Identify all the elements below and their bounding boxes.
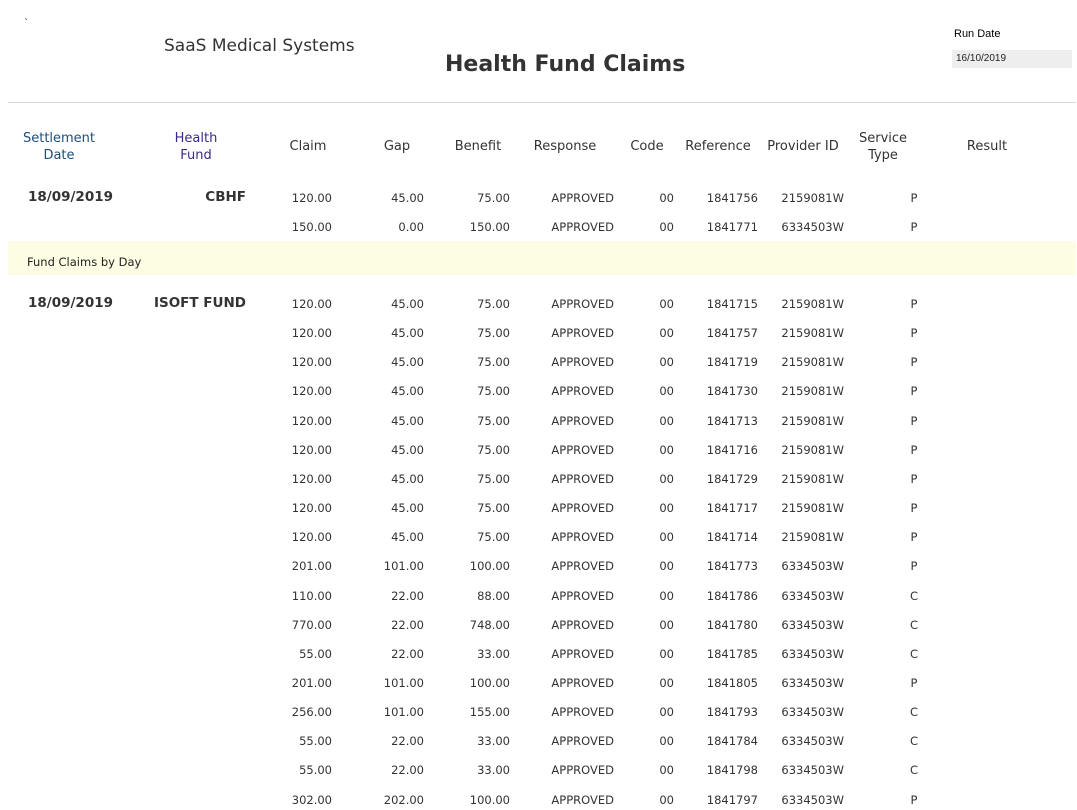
cell-claim: 120.00 [291, 472, 332, 486]
cell-gap: 0.00 [398, 220, 424, 234]
cell-provider-id: 2159081W [781, 355, 844, 369]
cell-reference: 1841773 [706, 559, 758, 573]
report-title: Health Fund Claims [445, 52, 686, 77]
cell-service-type: P [910, 472, 918, 486]
cell-service-type: P [910, 355, 918, 369]
cell-service-type: C [909, 763, 919, 777]
cell-claim: 120.00 [291, 355, 332, 369]
cell-claim: 120.00 [291, 501, 332, 515]
cell-code: 00 [659, 618, 674, 632]
cell-response: APPROVED [551, 384, 614, 398]
cell-code: 00 [659, 763, 674, 777]
cell-gap: 101.00 [383, 705, 424, 719]
col-header-service-type [852, 130, 914, 164]
cell-code: 00 [659, 191, 674, 205]
col-header-response: Response [533, 139, 597, 154]
group-health-fund: ISOFT FUND [153, 295, 246, 311]
cell-gap: 45.00 [391, 326, 424, 340]
col-header-service-type-line2: Type [868, 148, 898, 163]
cell-reference: 1841798 [706, 763, 758, 777]
cell-code: 00 [659, 326, 674, 340]
cell-service-type: P [910, 501, 918, 515]
cell-reference: 1841793 [706, 705, 758, 719]
cell-response: APPROVED [551, 414, 614, 428]
cell-provider-id: 6334503W [781, 559, 844, 573]
cell-code: 00 [659, 676, 674, 690]
cell-service-type: C [909, 589, 919, 603]
cell-provider-id: 6334503W [781, 793, 844, 807]
cell-code: 00 [659, 559, 674, 573]
cell-benefit: 748.00 [469, 618, 510, 632]
cell-response: APPROVED [551, 220, 614, 234]
cell-response: APPROVED [551, 763, 614, 777]
cell-reference: 1841719 [706, 355, 758, 369]
cell-response: APPROVED [551, 191, 614, 205]
col-header-provider-id: Provider ID [767, 139, 839, 154]
cell-code: 00 [659, 705, 674, 719]
cell-code: 00 [659, 530, 674, 544]
cell-benefit: 150.00 [469, 220, 510, 234]
cell-claim: 55.00 [299, 763, 332, 777]
cell-response: APPROVED [551, 793, 614, 807]
cell-benefit: 88.00 [477, 589, 510, 603]
cell-gap: 22.00 [391, 734, 424, 748]
cell-response: APPROVED [551, 530, 614, 544]
cell-claim: 120.00 [291, 443, 332, 457]
cell-code: 00 [659, 355, 674, 369]
cell-claim: 256.00 [291, 705, 332, 719]
col-header-claim: Claim [289, 139, 327, 154]
cell-provider-id: 2159081W [781, 191, 844, 205]
col-header-health-fund-line2: Fund [180, 148, 212, 163]
cell-claim: 110.00 [291, 589, 332, 603]
cell-provider-id: 2159081W [781, 326, 844, 340]
cell-response: APPROVED [551, 705, 614, 719]
cell-benefit: 75.00 [477, 326, 510, 340]
cell-service-type: P [910, 530, 918, 544]
cell-reference: 1841714 [706, 530, 758, 544]
cell-response: APPROVED [551, 618, 614, 632]
col-header-settlement-date [18, 130, 100, 164]
cell-gap: 45.00 [391, 297, 424, 311]
cell-reference: 1841717 [706, 501, 758, 515]
cell-provider-id: 2159081W [781, 384, 844, 398]
cell-benefit: 75.00 [477, 384, 510, 398]
cell-response: APPROVED [551, 501, 614, 515]
cell-reference: 1841784 [706, 734, 758, 748]
cell-provider-id: 6334503W [781, 589, 844, 603]
col-header-gap: Gap [383, 139, 411, 154]
cell-reference: 1841785 [706, 647, 758, 661]
cell-benefit: 100.00 [469, 559, 510, 573]
cell-code: 00 [659, 793, 674, 807]
col-header-service-type-line1: Service [858, 131, 908, 146]
cell-gap: 22.00 [391, 589, 424, 603]
cell-reference: 1841805 [706, 676, 758, 690]
cell-response: APPROVED [551, 326, 614, 340]
cell-code: 00 [659, 734, 674, 748]
cell-service-type: P [910, 559, 918, 573]
cell-reference: 1841713 [706, 414, 758, 428]
cell-claim: 150.00 [291, 220, 332, 234]
col-header-result: Result [966, 139, 1008, 154]
col-header-code: Code [630, 139, 664, 154]
cell-benefit: 75.00 [477, 530, 510, 544]
cell-benefit: 75.00 [477, 414, 510, 428]
cell-provider-id: 2159081W [781, 530, 844, 544]
col-header-settlement-date-line1: Settlement [22, 131, 96, 146]
cell-provider-id: 2159081W [781, 443, 844, 457]
cell-gap: 45.00 [391, 443, 424, 457]
cell-benefit: 75.00 [477, 355, 510, 369]
run-date-label: Run Date [954, 28, 1001, 40]
cell-response: APPROVED [551, 472, 614, 486]
cell-gap: 22.00 [391, 763, 424, 777]
cell-reference: 1841771 [706, 220, 758, 234]
cell-benefit: 75.00 [477, 443, 510, 457]
cell-service-type: P [910, 384, 918, 398]
cell-gap: 101.00 [383, 676, 424, 690]
cell-service-type: C [909, 618, 919, 632]
cell-gap: 22.00 [391, 647, 424, 661]
cell-provider-id: 2159081W [781, 472, 844, 486]
cell-reference: 1841757 [706, 326, 758, 340]
cell-gap: 45.00 [391, 414, 424, 428]
cell-response: APPROVED [551, 734, 614, 748]
cell-claim: 120.00 [291, 326, 332, 340]
cell-gap: 101.00 [383, 559, 424, 573]
cell-claim: 120.00 [291, 414, 332, 428]
col-header-health-fund [166, 130, 226, 164]
cell-response: APPROVED [551, 676, 614, 690]
cell-gap: 45.00 [391, 472, 424, 486]
cell-service-type: P [910, 297, 918, 311]
cell-benefit: 75.00 [477, 191, 510, 205]
cell-code: 00 [659, 501, 674, 515]
cell-claim: 302.00 [291, 793, 332, 807]
cell-benefit: 155.00 [469, 705, 510, 719]
cell-claim: 120.00 [291, 384, 332, 398]
cell-service-type: C [909, 734, 919, 748]
cell-reference: 1841729 [706, 472, 758, 486]
cell-code: 00 [659, 384, 674, 398]
cell-gap: 45.00 [391, 384, 424, 398]
group-settlement-date: 18/09/2019 [28, 295, 114, 311]
cell-reference: 1841780 [706, 618, 758, 632]
cell-benefit: 33.00 [477, 763, 510, 777]
fund-claims-by-day-band [8, 241, 1076, 275]
cell-gap: 202.00 [383, 793, 424, 807]
cell-reference: 1841716 [706, 443, 758, 457]
cell-claim: 201.00 [291, 559, 332, 573]
cell-provider-id: 2159081W [781, 297, 844, 311]
cell-provider-id: 2159081W [781, 501, 844, 515]
cell-reference: 1841756 [706, 191, 758, 205]
cell-claim: 120.00 [291, 297, 332, 311]
cell-benefit: 75.00 [477, 501, 510, 515]
cell-benefit: 33.00 [477, 734, 510, 748]
cell-benefit: 75.00 [477, 472, 510, 486]
cell-service-type: P [910, 414, 918, 428]
cell-provider-id: 6334503W [781, 647, 844, 661]
run-date-field[interactable]: 16/10/2019 [952, 50, 1072, 68]
cell-service-type: C [909, 705, 919, 719]
cell-service-type: P [910, 220, 918, 234]
group-settlement-date: 18/09/2019 [28, 189, 114, 205]
cell-provider-id: 2159081W [781, 414, 844, 428]
col-header-benefit: Benefit [454, 139, 502, 154]
cell-service-type: P [910, 191, 918, 205]
cell-benefit: 75.00 [477, 297, 510, 311]
cell-response: APPROVED [551, 647, 614, 661]
cell-code: 00 [659, 297, 674, 311]
cell-claim: 120.00 [291, 191, 332, 205]
cell-code: 00 [659, 220, 674, 234]
cell-response: APPROVED [551, 589, 614, 603]
cell-reference: 1841715 [706, 297, 758, 311]
col-header-health-fund-line1: Health [174, 131, 218, 146]
cell-claim: 55.00 [299, 734, 332, 748]
cell-code: 00 [659, 472, 674, 486]
cell-reference: 1841797 [706, 793, 758, 807]
cell-code: 00 [659, 414, 674, 428]
cell-claim: 201.00 [291, 676, 332, 690]
cell-response: APPROVED [551, 443, 614, 457]
cell-gap: 45.00 [391, 530, 424, 544]
cell-gap: 22.00 [391, 618, 424, 632]
cell-provider-id: 6334503W [781, 734, 844, 748]
col-header-reference: Reference [685, 139, 751, 154]
cell-service-type: P [910, 676, 918, 690]
cell-response: APPROVED [551, 559, 614, 573]
cell-provider-id: 6334503W [781, 763, 844, 777]
cell-claim: 55.00 [299, 647, 332, 661]
cell-benefit: 100.00 [469, 793, 510, 807]
cell-provider-id: 6334503W [781, 220, 844, 234]
cell-provider-id: 6334503W [781, 705, 844, 719]
cell-provider-id: 6334503W [781, 618, 844, 632]
cell-service-type: P [910, 326, 918, 340]
fund-claims-by-day-label: Fund Claims by Day [27, 255, 142, 269]
cell-benefit: 33.00 [477, 647, 510, 661]
corner-mark: ` [24, 18, 29, 29]
cell-claim: 770.00 [291, 618, 332, 632]
col-header-settlement-date-line2: Date [43, 148, 75, 163]
cell-provider-id: 6334503W [781, 676, 844, 690]
header-divider [8, 102, 1076, 103]
cell-gap: 45.00 [391, 501, 424, 515]
cell-service-type: C [909, 647, 919, 661]
cell-reference: 1841730 [706, 384, 758, 398]
cell-response: APPROVED [551, 297, 614, 311]
cell-code: 00 [659, 589, 674, 603]
company-name: SaaS Medical Systems [164, 36, 355, 56]
cell-gap: 45.00 [391, 191, 424, 205]
cell-gap: 45.00 [391, 355, 424, 369]
cell-service-type: P [910, 793, 918, 807]
cell-code: 00 [659, 443, 674, 457]
cell-benefit: 100.00 [469, 676, 510, 690]
cell-response: APPROVED [551, 355, 614, 369]
cell-service-type: P [910, 443, 918, 457]
group-health-fund: CBHF [205, 189, 246, 205]
cell-reference: 1841786 [706, 589, 758, 603]
cell-claim: 120.00 [291, 530, 332, 544]
cell-code: 00 [659, 647, 674, 661]
